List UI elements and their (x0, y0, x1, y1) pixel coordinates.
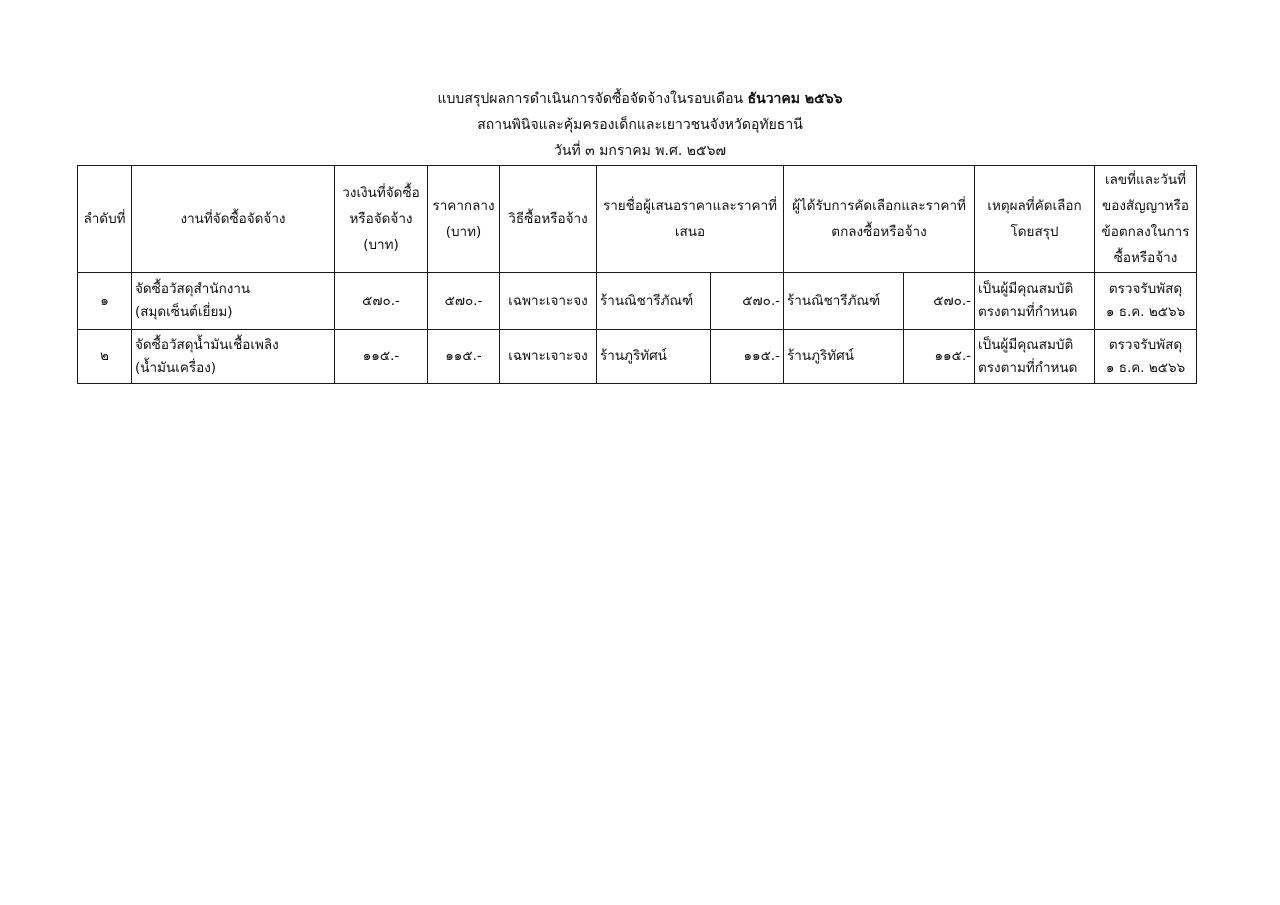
cell-selected-name: ร้านณิชารีภัณฑ์ (784, 273, 904, 330)
reason-line-1: เป็นผู้มีคุณสมบัติ (978, 281, 1074, 297)
column-header-contract: เลขที่และวันที่ของสัญญาหรือข้อตกลงในการซื้อหรือจ้าง (1095, 166, 1197, 273)
title-prefix: แบบสรุปผลการดำเนินการจัดซื้อจัดจ้างในรอบเดือน (437, 91, 744, 107)
contract-line-2: ๑ ธ.ค. ๒๕๖๖ (1105, 304, 1186, 320)
cell-method: เฉพาะเจาะจง (500, 273, 597, 330)
work-line-2: (น้ำมันเครื่อง) (135, 359, 217, 376)
contract-line-1: ตรวจรับพัสดุ (1108, 281, 1183, 297)
cell-method: เฉพาะเจาะจง (500, 330, 597, 384)
table-header-row (78, 166, 1197, 273)
report-date: วันที่ ๓ มกราคม พ.ศ. ๒๕๖๗ (554, 143, 726, 159)
reason-line-2: ตรงตามที่กำหนด (978, 304, 1078, 320)
reason-line-1: เป็นผู้มีคุณสมบัติ (978, 336, 1074, 353)
cell-selected-name: ร้านภูริทัศน์ (784, 330, 904, 384)
column-header-selected: ผู้ได้รับการคัดเลือกและราคาที่ตกลงซื้อหรือจ้าง (784, 166, 975, 273)
cell-median-price: ๕๗๐.- (428, 273, 500, 330)
column-header-reason: เหตุผลที่คัดเลือกโดยสรุป (975, 166, 1095, 273)
cell-no: ๑ (78, 273, 132, 330)
column-header-budget: วงเงินที่จัดซื้อหรือจัดจ้าง (บาท) (335, 166, 428, 273)
cell-budget: ๑๑๕.- (335, 330, 428, 384)
column-header-work: งานที่จัดซื้อจัดจ้าง (132, 166, 335, 273)
cell-selected-price: ๑๑๕.- (904, 330, 975, 384)
organization-name: สถานพินิจและคุ้มครองเด็กและเยาวชนจังหวัดอุทัยธานี (477, 117, 803, 133)
cell-work (132, 273, 335, 330)
table-row (78, 330, 1197, 384)
column-header-median-price: ราคากลาง (บาท) (428, 166, 500, 273)
document-header (0, 86, 1280, 164)
contract-line-1: ตรวจรับพัสดุ (1108, 336, 1183, 353)
cell-bidder-price: ๕๗๐.- (711, 273, 784, 330)
title-month: ธันวาคม ๒๕๖๖ (747, 91, 843, 107)
cell-bidder-price: ๑๑๕.- (711, 330, 784, 384)
cell-contract (1095, 330, 1197, 384)
contract-line-2: ๑ ธ.ค. ๒๕๖๖ (1105, 359, 1186, 376)
procurement-summary-table (77, 165, 1197, 384)
cell-reason (975, 273, 1095, 330)
cell-no: ๒ (78, 330, 132, 384)
table-row (78, 273, 1197, 330)
reason-line-2: ตรงตามที่กำหนด (978, 359, 1078, 376)
work-line-1: จัดซื้อวัสดุน้ำมันเชื้อเพลิง (135, 336, 279, 353)
cell-reason (975, 330, 1095, 384)
cell-bidder-name: ร้านณิชารีภัณฑ์ (597, 273, 711, 330)
cell-contract (1095, 273, 1197, 330)
cell-selected-price: ๕๗๐.- (904, 273, 975, 330)
document-title (0, 86, 1280, 112)
cell-median-price: ๑๑๕.- (428, 330, 500, 384)
work-line-1: จัดซื้อวัสดุสำนักงาน (135, 281, 251, 297)
column-header-bidders: รายชื่อผู้เสนอราคาและราคาที่เสนอ (597, 166, 784, 273)
cell-budget: ๕๗๐.- (335, 273, 428, 330)
column-header-method: วิธีซื้อหรือจ้าง (500, 166, 597, 273)
work-line-2: (สมุดเซ็นต์เยี่ยม) (135, 304, 233, 320)
cell-work (132, 330, 335, 384)
column-header-no: ลำดับที่ (78, 166, 132, 273)
cell-bidder-name: ร้านภูริทัศน์ (597, 330, 711, 384)
